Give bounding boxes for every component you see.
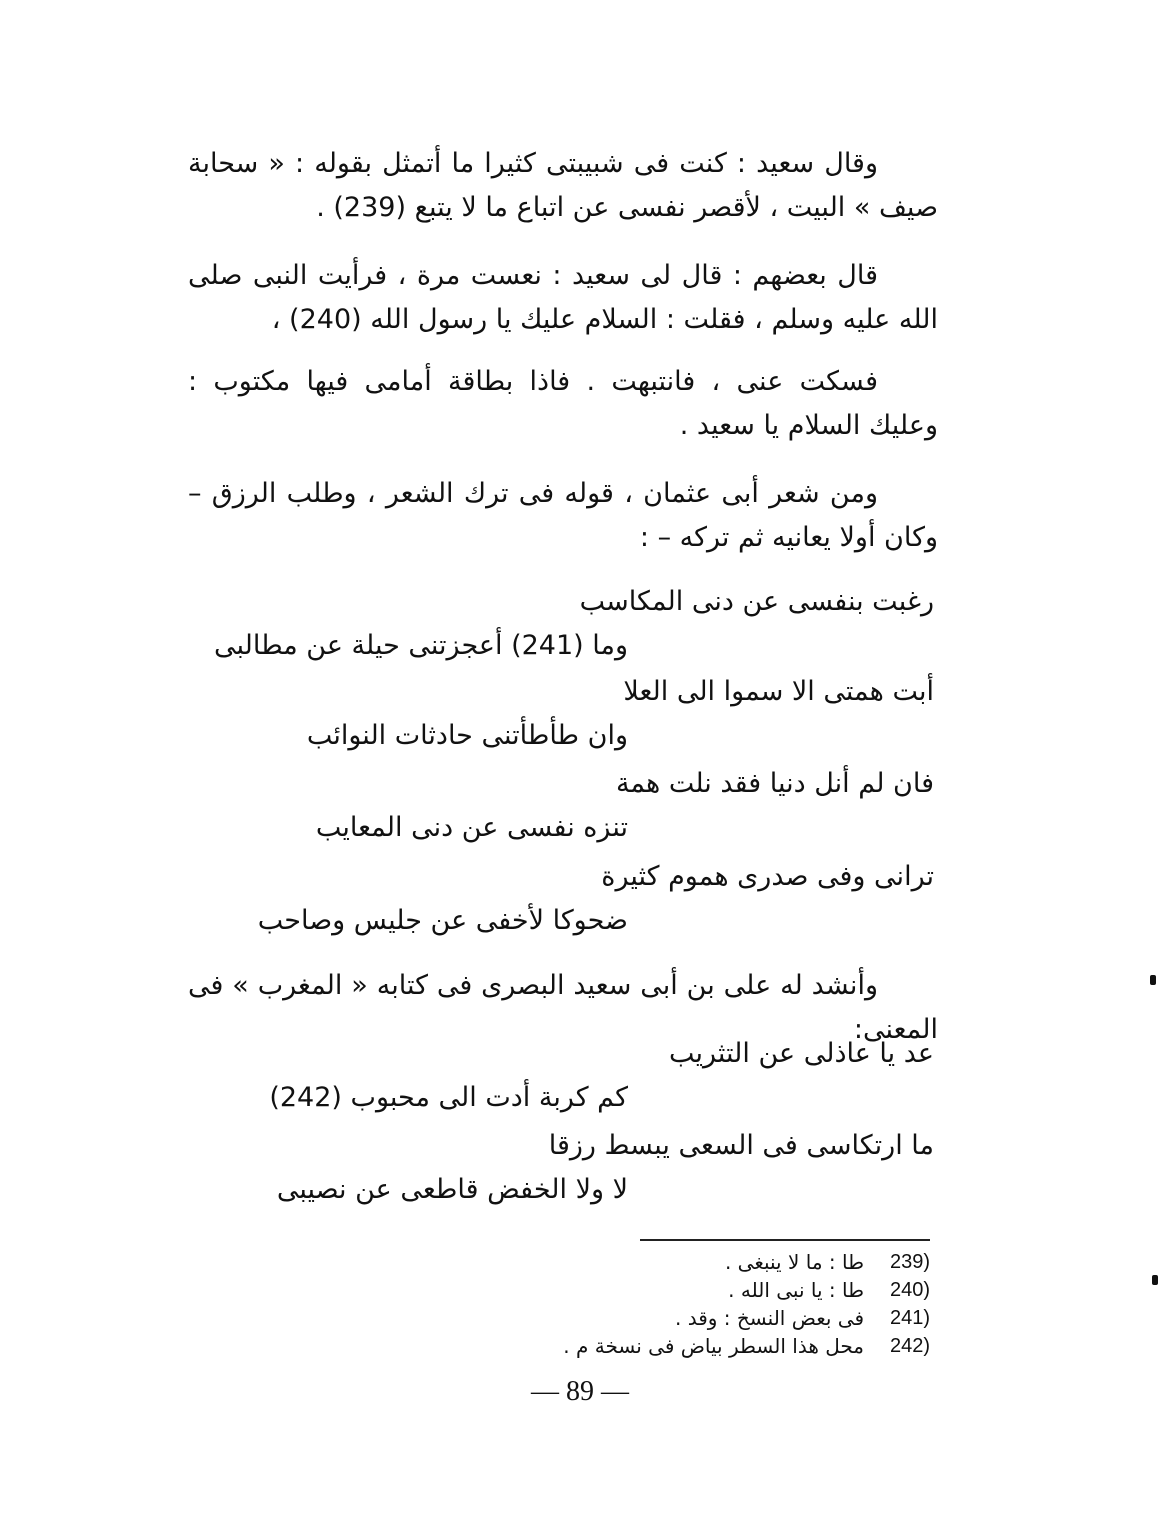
verse-line (188, 1032, 938, 1120)
verse-hemistich-second: ضحوكا لأخفى عن جليس وصاحب (257, 905, 628, 936)
footnote-number: 241) (889, 1307, 930, 1329)
paragraph-text: ومن شعر أبى عثمان ، قوله فى ترك الشعر ، وطلب الرزق – وكان أولا يعانيه ثم تركه – : (188, 478, 938, 553)
verse-hemistich-second: تنزه نفسى عن دنى المعايب (315, 812, 628, 843)
paragraph-3 (188, 360, 938, 448)
paragraph-2 (188, 254, 938, 342)
footnote-number: 242) (889, 1335, 930, 1357)
verse-hemistich-first: فان لم أنل دنيا فقد نلت همة (615, 768, 934, 799)
paragraph-text: قال بعضهم : قال لى سعيد : نعست مرة ، فرأيت النبى صلى الله عليه وسلم ، فقلت : السلام عليك يا رسول الله (240) ، (188, 260, 938, 335)
paragraph-text: وقال سعيد : كنت فى شبيبتى كثيرا ما أتمثل بقوله : « سحابة صيف » البيت ، لأقصر نفسى عن اتباع ما لا يتبع (239) . (188, 148, 938, 223)
verse-line (188, 580, 938, 668)
footnote-text: طا : يا نبى الله . (728, 1278, 864, 1302)
verse-hemistich-first: أبت همتى الا سموا الى العلا (623, 676, 934, 707)
paragraph-1 (188, 142, 938, 230)
footnote-number: 239) (889, 1251, 930, 1273)
verse-hemistich-second: وان طأطأتنى حادثات النوائب (306, 720, 628, 751)
verse-line (188, 670, 938, 758)
footnote-item (480, 1332, 930, 1360)
footnote-divider (640, 1239, 930, 1241)
verse-hemistich-first: ترانى وفى صدرى هموم كثيرة (601, 861, 934, 892)
verse-hemistich-first: ما ارتكاسى فى السعى يبسط رزقا (548, 1130, 934, 1161)
paragraph-4 (188, 472, 938, 560)
paragraph-text: وأنشد له على بن أبى سعيد البصرى فى كتابه « المغرب » فى المعنى: (188, 970, 938, 1045)
footnote-text: فى بعض النسخ : وقد . (675, 1306, 864, 1330)
verse-line (188, 762, 938, 850)
verse-hemistich-first: عد يا عاذلى عن التثريب (668, 1038, 934, 1069)
footnote-item (480, 1248, 930, 1276)
verse-hemistich-second: لا ولا الخفض قاطعى عن نصيبى (276, 1174, 628, 1205)
scan-edge-mark (1150, 975, 1156, 985)
footnote-item (480, 1276, 930, 1304)
page-number: — 89 — (531, 1376, 629, 1407)
verse-line (188, 1124, 938, 1212)
footnote-item (480, 1304, 930, 1332)
verse-hemistich-second: وما (241) أعجزتنى حيلة عن مطالبى (214, 630, 628, 661)
verse-hemistich-first: رغبت بنفسى عن دنى المكاسب (579, 586, 934, 617)
footnote-text: طا : ما لا ينبغى . (724, 1250, 864, 1274)
footnote-text: محل هذا السطر بياض فى نسخة م . (563, 1334, 864, 1358)
paragraph-text: فسكت عنى ، فانتبهت . فاذا بطاقة أمامى فيها مكتوب : وعليك السلام يا سعيد . (188, 366, 938, 441)
footnotes (480, 1248, 930, 1360)
verse-hemistich-second: كم كربة أدت الى محبوب (242) (269, 1082, 628, 1113)
verse-line (188, 855, 938, 943)
scan-edge-mark (1152, 1275, 1158, 1285)
footnote-number: 240) (889, 1279, 930, 1301)
